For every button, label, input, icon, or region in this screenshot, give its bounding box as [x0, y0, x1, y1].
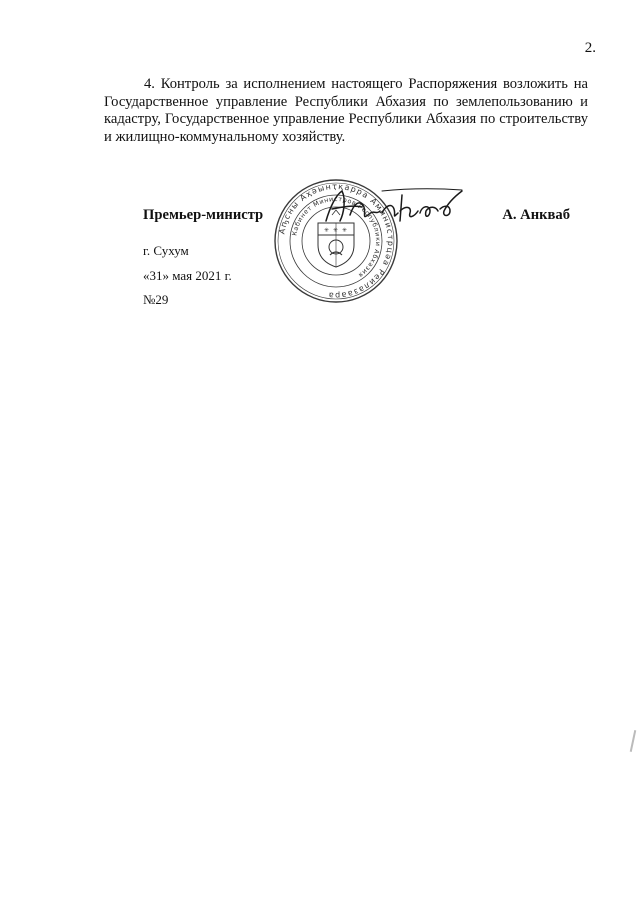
body-paragraph: 4. Контроль за исполнением настоящего Распоряжения возложить на Государственное управление Республики Абхазия по землепользованию и кадастру, Государственное управление Республики Абхазия по строительству и жилищно-коммунальному хозяйству. [104, 76, 588, 145]
svg-text:Кабинет Министров Республики А: Кабинет Министров Республики Абхазия [290, 194, 383, 280]
issue-date: «31» мая 2021 г. [143, 268, 232, 283]
scan-artifact [630, 730, 637, 752]
svg-text:✳: ✳ [342, 228, 348, 234]
handwritten-signature [322, 185, 468, 231]
svg-text:✳: ✳ [333, 228, 339, 234]
svg-text:✳: ✳ [324, 228, 330, 234]
page-number: 2. [584, 40, 596, 56]
issue-city: г. Сухум [143, 243, 189, 258]
signatory-name: А. Анкваб [502, 207, 570, 223]
signatory-title: Премьер-министр [143, 207, 264, 223]
document-number: №29 [143, 292, 169, 307]
svg-text:Аҧсны Аҳәынҭқарра Аминистрцәа: Аҧсны Аҳәынҭқарра Аминистрцәа Реилазаара [277, 181, 396, 301]
